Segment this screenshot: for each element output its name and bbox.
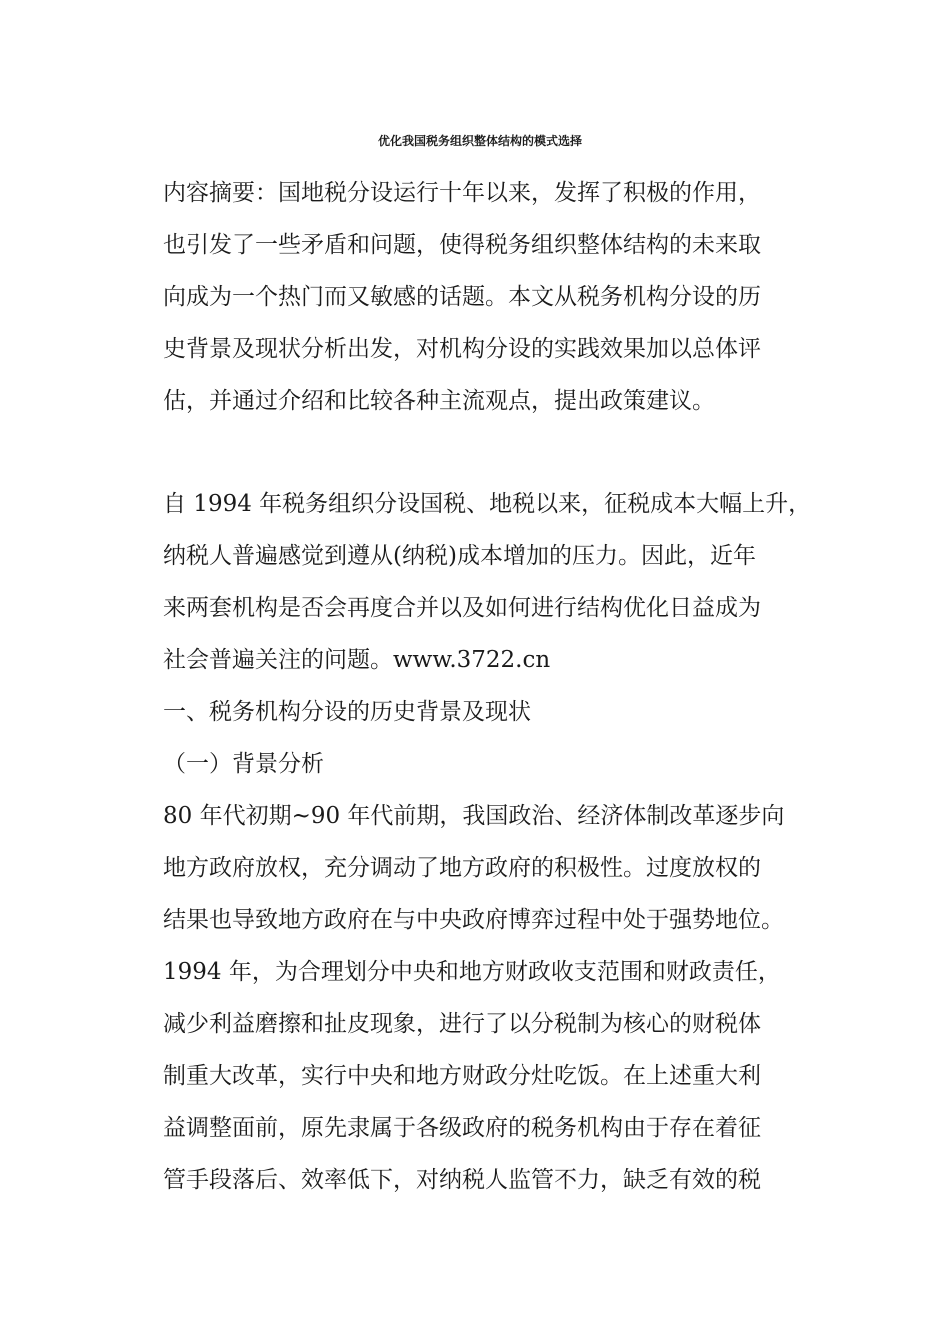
document-title: 优化我国税务组织整体结构的模式选择 xyxy=(377,134,582,148)
body-line: 结果也导致地方政府在与中央政府博弈过程中处于强势地位。 xyxy=(163,907,784,933)
abstract-line: 内容摘要：国地税分设运行十年以来，发挥了积极的作用， xyxy=(163,180,761,206)
abstract-line: 也引发了一些矛盾和问题，使得税务组织整体结构的未来取 xyxy=(163,232,761,258)
intro-line: 纳税人普遍感觉到遵从(纳税)成本增加的压力。因此，近年 xyxy=(163,543,756,569)
intro-line: 来两套机构是否会再度合并以及如何进行结构优化日益成为 xyxy=(163,595,761,621)
body-line: 80 年代初期~90 年代前期，我国政治、经济体制改革逐步向 xyxy=(163,803,785,829)
body-line: 益调整面前，原先隶属于各级政府的税务机构由于存在着征 xyxy=(163,1115,761,1141)
body-line: 管手段落后、效率低下，对纳税人监管不力，缺乏有效的税 xyxy=(163,1167,761,1193)
subsection-heading: （一）背景分析 xyxy=(163,751,324,777)
body-line: 减少利益磨擦和扯皮现象，进行了以分税制为核心的财税体 xyxy=(163,1011,761,1037)
intro-line: 社会普遍关注的问题。www.3722.cn xyxy=(163,647,551,673)
abstract-line: 向成为一个热门而又敏感的话题。本文从税务机构分设的历 xyxy=(163,284,761,310)
intro-line: 自 1994 年税务组织分设国税、地税以来，征税成本大幅上升， xyxy=(163,491,812,517)
body-line: 地方政府放权，充分调动了地方政府的积极性。过度放权的 xyxy=(163,855,761,881)
abstract-line: 估，并通过介绍和比较各种主流观点，提出政策建议。 xyxy=(163,388,715,414)
body-line: 制重大改革，实行中央和地方财政分灶吃饭。在上述重大利 xyxy=(163,1063,761,1089)
body-line: 1994 年，为合理划分中央和地方财政收支范围和财政责任， xyxy=(163,959,781,985)
abstract-line: 史背景及现状分析出发，对机构分设的实践效果加以总体评 xyxy=(163,336,761,362)
section-heading: 一、税务机构分设的历史背景及现状 xyxy=(163,699,531,725)
